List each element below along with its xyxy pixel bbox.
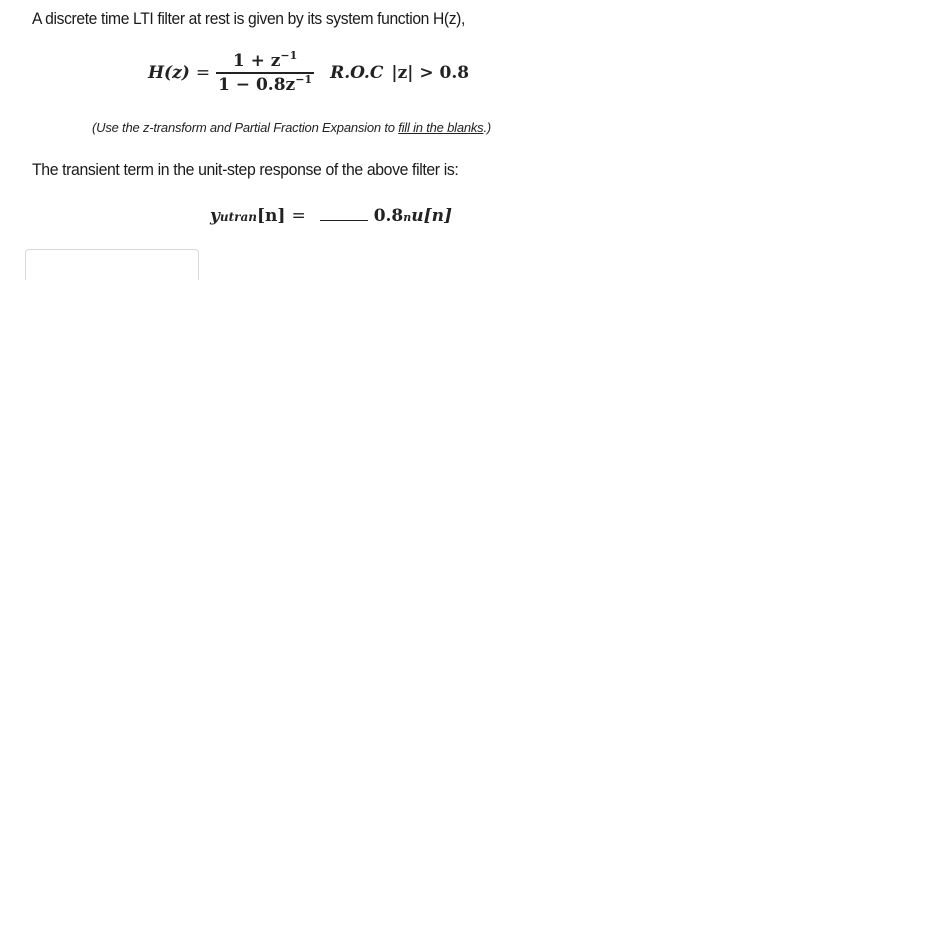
unit-step-term: u[n] xyxy=(411,206,453,226)
hint-text xyxy=(92,120,491,135)
numerator-exponent: −1 xyxy=(280,49,298,63)
fill-in-blanks-link[interactable]: fill in the blanks xyxy=(398,120,484,135)
system-function-equation xyxy=(148,46,469,100)
equals-sign-answer: = xyxy=(291,206,306,226)
output-variable: y xyxy=(210,206,220,226)
term-base: 0.8 xyxy=(373,206,404,226)
output-argument: [n] xyxy=(256,206,286,226)
answer-input-box[interactable] xyxy=(25,249,199,280)
fraction-numerator xyxy=(231,51,299,71)
denominator-exponent: −1 xyxy=(295,72,313,86)
fraction-denominator xyxy=(216,72,314,95)
roc-label: R.O.C xyxy=(330,63,384,83)
denominator-base: 1 − 0.8z xyxy=(218,74,296,95)
hint-prefix: (Use the z-transform and Partial Fraction Expansion to xyxy=(92,120,399,135)
roc-condition: |z| > 0.8 xyxy=(391,63,470,83)
question-text: The transient term in the unit-step response of the above filter is: xyxy=(32,160,459,179)
coefficient-blank-input[interactable] xyxy=(320,220,368,221)
numerator-base: 1 + z xyxy=(232,51,281,72)
transfer-function-fraction xyxy=(216,51,314,95)
hint-suffix: .) xyxy=(483,120,492,135)
system-function-lhs: H(z) xyxy=(148,63,190,83)
transient-response-equation: y utran [n] = 0.8 n u[n] xyxy=(210,206,453,226)
equals-sign: = xyxy=(195,63,211,83)
intro-text: A discrete time LTI filter at rest is given by its system function H(z), xyxy=(32,9,466,28)
